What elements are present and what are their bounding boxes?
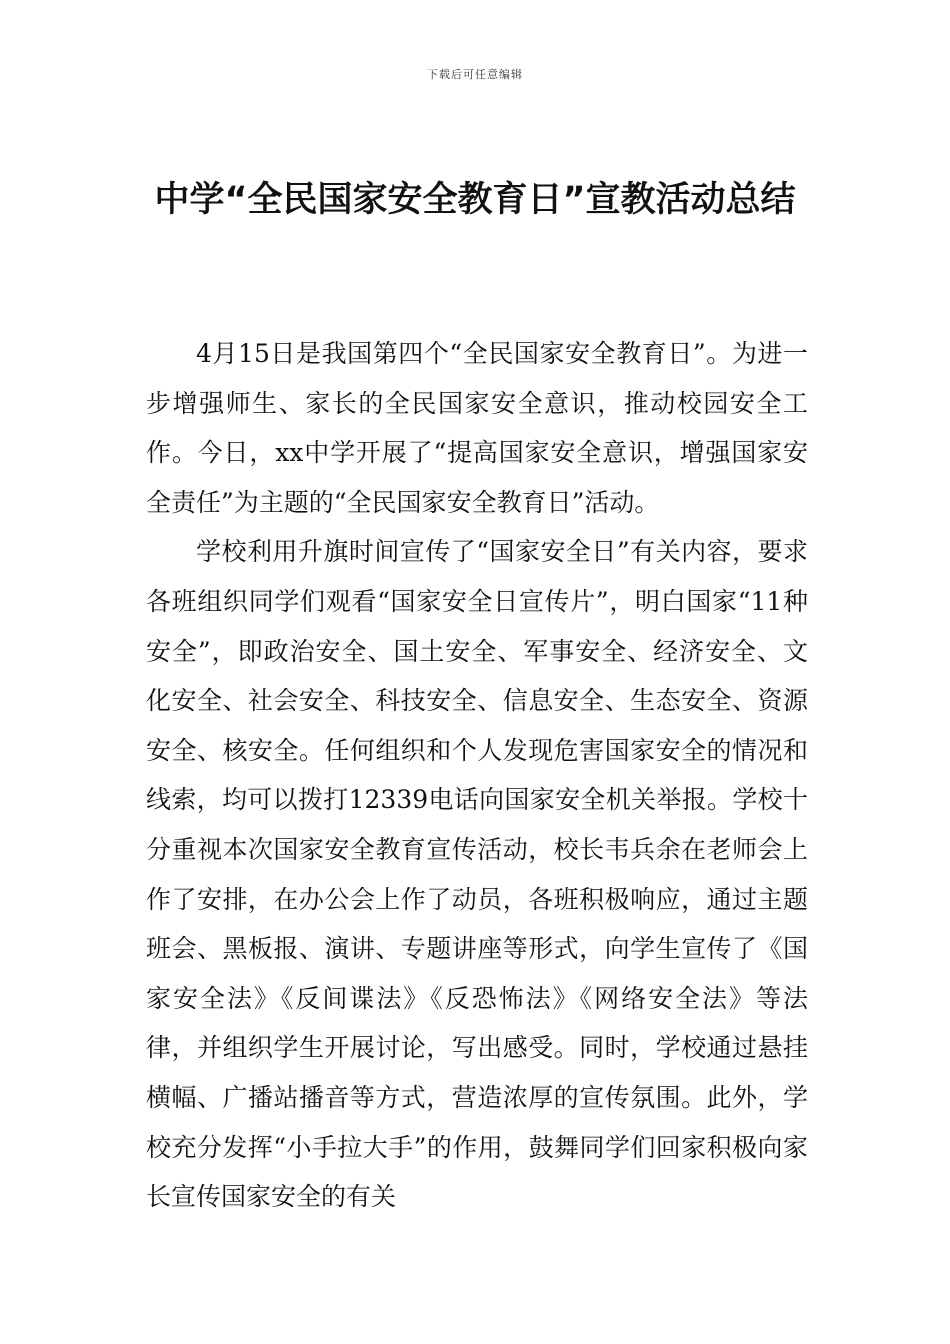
- document-title: 中学“全民国家安全教育日”宣教活动总结: [154, 180, 796, 220]
- document-body: [146, 329, 808, 1222]
- header-note: 下载后可任意编辑: [427, 68, 523, 81]
- paragraph-1: 4月15日是我国第四个“全民国家安全教育日”。为进一步增强师生、家长的全民国家安全意识，推动校园安全工作。今日，xx中学开展了“提高国家安全意识，增强国家安全责任”为主题的“全民国家安全教育日”活动。: [146, 339, 808, 517]
- paragraph-2: 学校利用升旗时间宣传了“国家安全日”有关内容，要求各班组织同学们观看“国家安全日宣传片”，明白国家“11种安全”，即政治安全、国土安全、军事安全、经济安全、文化安全、社会安全、科技安全、信息安全、生态安全、资源安全、核安全。任何组织和个人发现危害国家安全的情况和线索，均可以拨打12339电话向国家安全机关举报。学校十分重视本次国家安全教育宣传活动，校长韦兵余在老师会上作了安排，在办公会上作了动员，各班积极响应，通过主题班会、黑板报、演讲、专题讲座等形式，向学生宣传了《国家安全法》《反间谍法》《反恐怖法》《网络安全法》等法律，并组织学生开展讨论，写出感受。同时，学校通过悬挂横幅、广播站播音等方式，营造浓厚的宣传氛围。此外，学校充分发挥“小手拉大手”的作用，鼓舞同学们回家积极向家长宣传国家安全的有关: [146, 537, 808, 1212]
